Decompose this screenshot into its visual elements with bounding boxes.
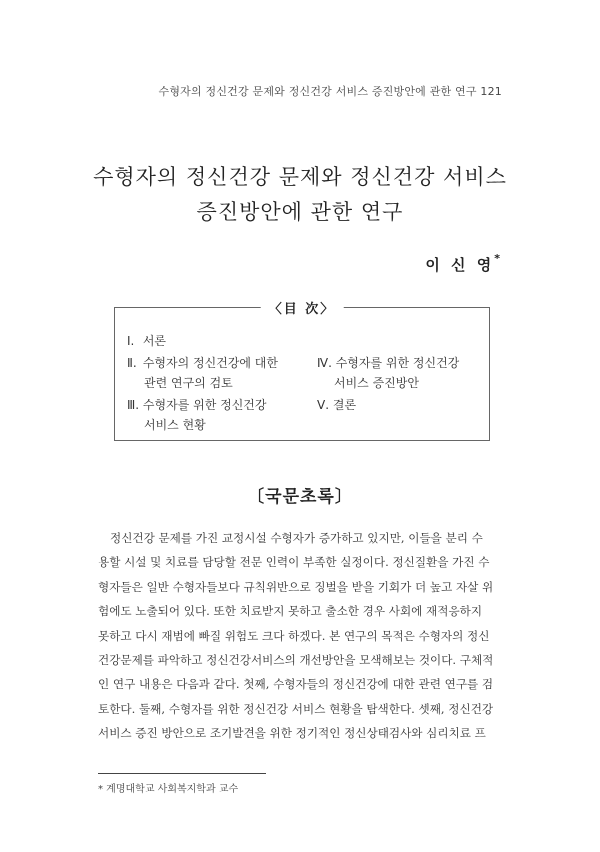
toc-item-number: Ⅳ. [317,356,332,370]
abstract-line: 정신건강 문제를 가진 교정시설 수형자가 증가하고 있지만, 이들을 분리 수 [110,531,483,545]
toc-item-number: Ⅰ. [127,334,135,348]
table-of-contents [114,302,490,441]
toc-item-text: 서론 [142,334,167,348]
footnote-divider [98,773,266,774]
footnote: * 계명대학교 사회복지학과 교수 [98,784,239,795]
toc-item-text: 수형자를 위한 정신건강 [335,356,460,370]
abstract-body [98,526,504,746]
toc-item-number: Ⅱ. [127,356,137,370]
toc-item-5 [317,395,356,415]
abstract-line: 서비스 증진 방안으로 조기발견을 위한 정기적인 정신상태검사와 심리치료 프 [98,726,486,741]
toc-item-number: Ⅲ. [127,398,140,412]
toc-item-3 [127,395,266,435]
running-header: 수형자의 정신건강 문제와 정신건강 서비스 증진방안에 관한 연구 121 [158,85,502,98]
toc-item-text: 수형자의 정신건강에 대한 [142,356,278,370]
toc-item-2 [127,353,278,393]
author-name: 이 신 영 [425,256,495,274]
author-footnote-mark: * [494,252,500,265]
abstract-line: 토한다. 둘째, 수형자를 위한 정신건강 서비스 현황을 탐색한다. 셋째, 정신건강 [98,701,494,716]
abstract-line: 형자들은 일반 수형자들보다 규칙위반으로 징벌을 받을 기회가 더 높고 자살 위 [98,579,494,594]
author [425,254,500,275]
abstract-line: 인 연구 내용은 다음과 같다. 첫째, 수형자들의 정신건강에 대한 관련 연구를 검 [98,677,494,692]
toc-title: 〈目 次〉 [261,298,344,317]
abstract-title: 〔국문초록〕 [247,487,353,507]
toc-item-continuation: 서비스 현황 [144,418,206,432]
title-line-1: 수형자의 정신건강 문제와 정신건강 서비스 [93,165,507,189]
paper-title [0,160,600,230]
toc-item-continuation: 서비스 증진방안 [334,376,419,390]
title-line-2: 증진방안에 관한 연구 [196,200,404,224]
toc-item-text: 결론 [332,398,357,412]
abstract-line: 건강문제를 파악하고 정신건강서비스의 개선방안을 모색해보는 것이다. 구체적 [98,653,494,668]
abstract-line: 용할 시설 및 치료를 담당할 전문 인력이 부족한 실정이다. 정신질환을 가진 수 [98,555,490,570]
abstract-line: 험에도 노출되어 있다. 또한 치료받지 못하고 출소한 경우 사회에 재적응하지 [98,604,483,619]
toc-item-continuation: 관련 연구의 검토 [144,376,233,390]
toc-item-4 [317,353,459,393]
toc-item-1 [127,331,166,351]
abstract-line: 못하고 다시 재범에 빠질 위험도 크다 하겠다. 본 연구의 목적은 수형자의 정신 [98,628,490,643]
toc-item-text: 수형자를 위한 정신건강 [142,398,267,412]
toc-item-number: Ⅴ. [317,398,330,412]
